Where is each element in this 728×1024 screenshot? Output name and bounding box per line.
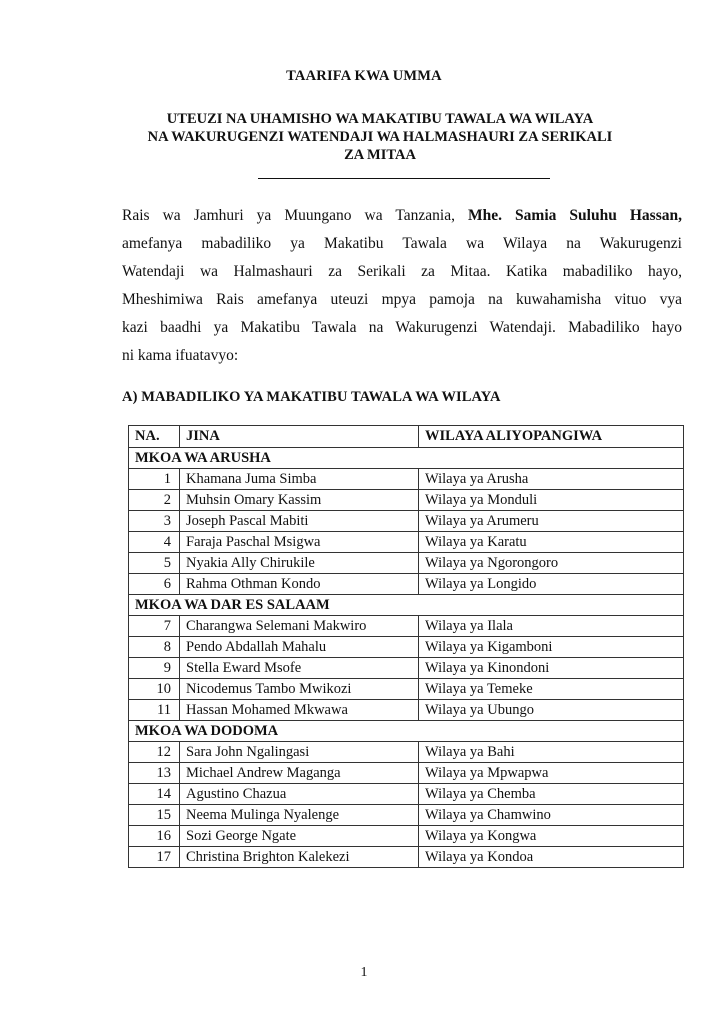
cell-district: Wilaya ya Kondoa [419, 847, 684, 868]
cell-name: Muhsin Omary Kassim [180, 490, 419, 511]
cell-name: Charangwa Selemani Makwiro [180, 616, 419, 637]
body-line: Mheshimiwa Rais amefanya uteuzi mpya pamoja na kuwahamisha vituo vya [122, 291, 682, 308]
table-row [129, 679, 684, 700]
cell-number: 14 [129, 784, 180, 805]
body-line: amefanya mabadiliko ya Makatibu Tawala wa Wilaya na Wakurugenzi [122, 235, 682, 252]
cell-district: Wilaya ya Ubungo [419, 700, 684, 721]
cell-number: 12 [129, 742, 180, 763]
cell-number: 10 [129, 679, 180, 700]
cell-district: Wilaya ya Bahi [419, 742, 684, 763]
cell-number: 16 [129, 826, 180, 847]
cell-district: Wilaya ya Arumeru [419, 511, 684, 532]
cell-name: Michael Andrew Maganga [180, 763, 419, 784]
cell-name: Hassan Mohamed Mkwawa [180, 700, 419, 721]
body-line [122, 202, 682, 230]
cell-name: Sara John Ngalingasi [180, 742, 419, 763]
cell-number: 15 [129, 805, 180, 826]
page-number: 1 [360, 965, 368, 980]
cell-district: Wilaya ya Karatu [419, 532, 684, 553]
region-row [129, 721, 684, 742]
table-row [129, 847, 684, 868]
cell-name: Sozi George Ngate [180, 826, 419, 847]
cell-name: Nicodemus Tambo Mwikozi [180, 679, 419, 700]
cell-name: Neema Mulinga Nyalenge [180, 805, 419, 826]
cell-district: Wilaya ya Chamwino [419, 805, 684, 826]
table-row [129, 616, 684, 637]
cell-district: Wilaya ya Chemba [419, 784, 684, 805]
cell-number: 3 [129, 511, 180, 532]
subtitle-line: ZA MITAA [344, 147, 416, 163]
region-row [129, 595, 684, 616]
subtitle-line: NA WAKURUGENZI WATENDAJI WA HALMASHAURI ZA SERIKALI [147, 129, 613, 145]
body-paragraph [122, 202, 682, 370]
cell-district: Wilaya ya Monduli [419, 490, 684, 511]
cell-name: Agustino Chazua [180, 784, 419, 805]
cell-number: 4 [129, 532, 180, 553]
header-no: NA. [129, 426, 180, 448]
body-line: ni kama ifuatavyo: [122, 347, 239, 364]
president-name: Mhe. Samia Suluhu Hassan, [468, 207, 682, 224]
table-row [129, 658, 684, 679]
cell-number: 2 [129, 490, 180, 511]
table-body [129, 448, 684, 868]
cell-name: Rahma Othman Kondo [180, 574, 419, 595]
header-name: JINA [180, 426, 419, 448]
cell-number: 8 [129, 637, 180, 658]
region-name: MKOA WA ARUSHA [129, 448, 684, 469]
body-line: Watendaji wa Halmashauri za Serikali za Mitaa. Katika mabadiliko hayo, [122, 263, 682, 280]
body-line-text: Rais wa Jamhuri ya Muungano wa Tanzania, [122, 207, 468, 224]
cell-number: 6 [129, 574, 180, 595]
table-row [129, 805, 684, 826]
region-name: MKOA WA DAR ES SALAAM [129, 595, 684, 616]
cell-district: Wilaya ya Kigamboni [419, 637, 684, 658]
table-row [129, 490, 684, 511]
cell-name: Joseph Pascal Mabiti [180, 511, 419, 532]
section-heading: A) MABADILIKO YA MAKATIBU TAWALA WA WILAYA [122, 389, 501, 405]
header-district: WILAYA ALIYOPANGIWA [419, 426, 684, 448]
cell-district: Wilaya ya Longido [419, 574, 684, 595]
document-title: TAARIFA KWA UMMA [286, 68, 442, 84]
table-row [129, 700, 684, 721]
cell-number: 17 [129, 847, 180, 868]
cell-name: Khamana Juma Simba [180, 469, 419, 490]
table-row [129, 532, 684, 553]
cell-number: 5 [129, 553, 180, 574]
body-line: kazi baadhi ya Makatibu Tawala na Wakurugenzi Watendaji. Mabadiliko hayo [122, 319, 682, 336]
cell-number: 13 [129, 763, 180, 784]
cell-number: 7 [129, 616, 180, 637]
table-row [129, 574, 684, 595]
cell-district: Wilaya ya Kinondoni [419, 658, 684, 679]
table-row [129, 826, 684, 847]
subtitle-line: UTEUZI NA UHAMISHO WA MAKATIBU TAWALA WA WILAYA [166, 111, 594, 127]
table-row [129, 784, 684, 805]
document-subtitle [100, 110, 660, 164]
table-row [129, 553, 684, 574]
cell-district: Wilaya ya Ngorongoro [419, 553, 684, 574]
cell-name: Nyakia Ally Chirukile [180, 553, 419, 574]
cell-name: Stella Eward Msofe [180, 658, 419, 679]
cell-name: Faraja Paschal Msigwa [180, 532, 419, 553]
region-row [129, 448, 684, 469]
table-row [129, 511, 684, 532]
region-name: MKOA WA DODOMA [129, 721, 684, 742]
cell-number: 1 [129, 469, 180, 490]
cell-name: Christina Brighton Kalekezi [180, 847, 419, 868]
table-row [129, 763, 684, 784]
cell-district: Wilaya ya Kongwa [419, 826, 684, 847]
table-row [129, 742, 684, 763]
cell-district: Wilaya ya Arusha [419, 469, 684, 490]
cell-district: Wilaya ya Temeke [419, 679, 684, 700]
appointments-table [128, 425, 684, 868]
cell-number: 11 [129, 700, 180, 721]
cell-district: Wilaya ya Ilala [419, 616, 684, 637]
title-divider [258, 178, 550, 179]
table-row [129, 469, 684, 490]
cell-district: Wilaya ya Mpwapwa [419, 763, 684, 784]
cell-name: Pendo Abdallah Mahalu [180, 637, 419, 658]
cell-number: 9 [129, 658, 180, 679]
table-row [129, 637, 684, 658]
table-header-row [129, 426, 684, 448]
